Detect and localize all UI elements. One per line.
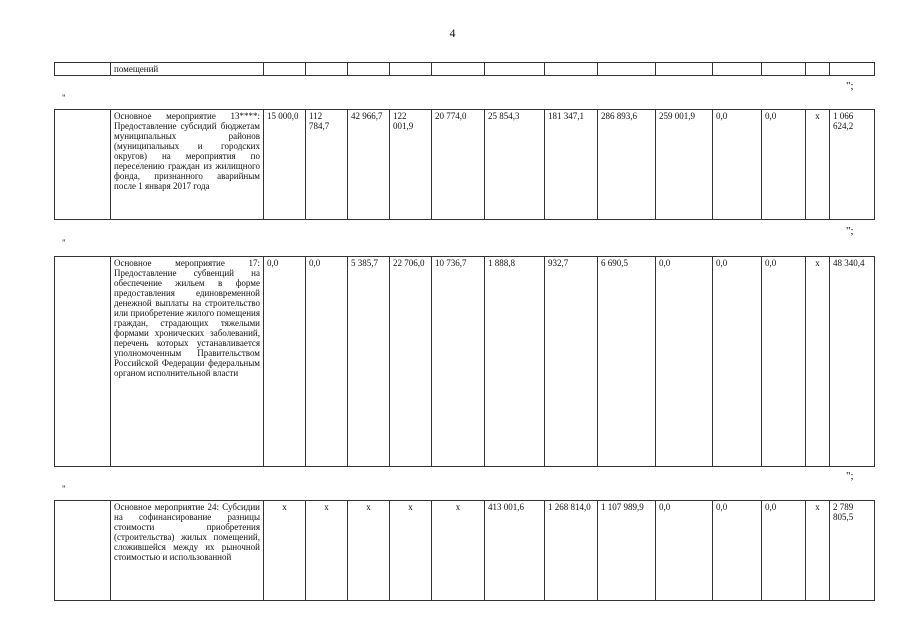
opening-quote: ": [62, 93, 66, 103]
table-block-17: [54, 256, 875, 467]
row-description: помещений: [111, 63, 264, 76]
value-cell: 15 000,0: [264, 110, 306, 220]
value-cell: 413 001,6: [485, 501, 545, 601]
value-cell: 181 347,1: [545, 110, 598, 220]
table-cell: [55, 501, 111, 601]
table-cell: [485, 63, 545, 76]
value-cell: x: [806, 501, 830, 601]
table-cell: [55, 110, 111, 220]
value-cell: 0,0: [656, 501, 713, 601]
value-cell: 1 107 989,9: [598, 501, 656, 601]
table-cell: [55, 63, 111, 76]
value-cell: 22 706,0: [390, 257, 432, 467]
table-block-24: [54, 500, 875, 601]
table-cell: [830, 63, 875, 76]
table-cell: [264, 63, 306, 76]
value-cell: 1 888,8: [485, 257, 545, 467]
value-cell: 20 774,0: [432, 110, 485, 220]
value-cell: 932,7: [545, 257, 598, 467]
opening-quote: ": [62, 484, 66, 494]
table-cell: [390, 63, 432, 76]
closing-quote: ";: [846, 225, 854, 237]
value-cell: x: [390, 501, 432, 601]
value-cell: 0,0: [762, 257, 806, 467]
value-cell: 0,0: [713, 501, 762, 601]
opening-quote: ": [62, 238, 66, 248]
table-fragment-top: [54, 62, 875, 76]
table-cell: [306, 63, 348, 76]
value-cell: 0,0: [656, 257, 713, 467]
value-cell: 0,0: [713, 257, 762, 467]
value-cell: x: [806, 257, 830, 467]
value-cell: 0,0: [306, 257, 348, 467]
value-cell: 42 966,7: [348, 110, 390, 220]
table-cell: [656, 63, 713, 76]
page-number: 4: [449, 26, 456, 40]
value-cell: x: [264, 501, 306, 601]
value-cell: x: [348, 501, 390, 601]
table-cell: [762, 63, 806, 76]
value-cell: 1 066 624,2: [830, 110, 875, 220]
value-cell: x: [306, 501, 348, 601]
value-cell: x: [432, 501, 485, 601]
value-cell: 0,0: [713, 110, 762, 220]
value-cell: 10 736,7: [432, 257, 485, 467]
row-description: Основное мероприятие 13****: Предоставление субсидий бюджетам муниципальных районов (муниципальных и городских округов) на мероприятия по переселению граждан из жилищного фонда, признанного аварийным после 1 января 2017 года: [111, 110, 264, 220]
value-cell: 48 340,4: [830, 257, 875, 467]
value-cell: 122 001,9: [390, 110, 432, 220]
closing-quote: ";: [846, 470, 854, 482]
table-block-13: [54, 109, 875, 220]
value-cell: 0,0: [264, 257, 306, 467]
table-cell: [55, 257, 111, 467]
table-cell: [598, 63, 656, 76]
table-cell: [545, 63, 598, 76]
value-cell: x: [806, 110, 830, 220]
value-cell: 0,0: [762, 110, 806, 220]
table-cell: [348, 63, 390, 76]
table-cell: [806, 63, 830, 76]
value-cell: 1 268 814,0: [545, 501, 598, 601]
value-cell: 286 893,6: [598, 110, 656, 220]
table-cell: [713, 63, 762, 76]
row-description: Основное мероприятие 17: Предоставление субвенций на обеспечение жильем в форме предоставления единовременной денежной выплаты на строительство или приобретение жилого помещения граждан, страдающих тяжелыми формами хронических заболеваний, перечень которых устанавливается уполномоченным Правительством Российской Федерации федеральным органом исполнительной власти: [111, 257, 264, 467]
value-cell: 0,0: [762, 501, 806, 601]
value-cell: 2 789 805,5: [830, 501, 875, 601]
table-cell: [432, 63, 485, 76]
row-description: Основное мероприятие 24: Субсидии на софинансирование разницы стоимости приобретения (строительства) жилых помещений, сложившейся между их рыночной стоимостью и использованной: [111, 501, 264, 601]
value-cell: 25 854,3: [485, 110, 545, 220]
value-cell: 112 784,7: [306, 110, 348, 220]
value-cell: 259 001,9: [656, 110, 713, 220]
closing-quote: ";: [846, 80, 854, 92]
value-cell: 5 385,7: [348, 257, 390, 467]
value-cell: 6 690,5: [598, 257, 656, 467]
